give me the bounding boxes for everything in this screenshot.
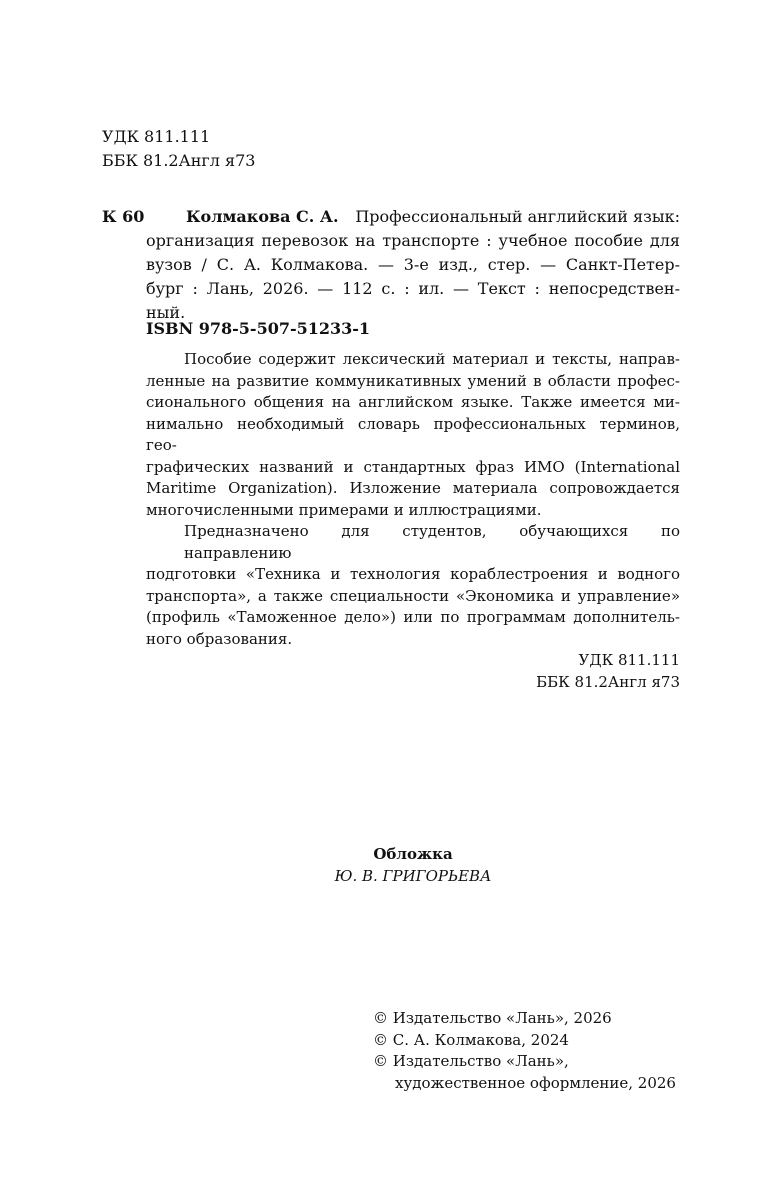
entry-line-2: организация перевозок на транспорте : учебное пособие для [146, 231, 680, 250]
entry-line-3: вузов / С. А. Колмакова. — 3-е изд., стер. — Санкт-Петер- [146, 255, 680, 274]
abstract-paragraph-1 [146, 349, 680, 521]
abstract-p1-line-6: Maritime Organization). Изложение материала сопровождается [146, 479, 680, 497]
copyright-line-2: © С. А. Колмакова, 2024 [373, 1030, 569, 1049]
abstract-p1-line-4: нимально необходимый словарь профессиональных терминов, гео- [146, 414, 680, 454]
abstract-p1-line-3: сионального общения на английском языке. Также имеется ми- [146, 393, 680, 411]
entry-line-4: бург : Лань, 2026. — 112 с. : ил. — Текст : непосредствен- [146, 279, 680, 298]
abstract-p2-line-1: Предназначено для студентов, обучающихся по направлению [184, 522, 680, 562]
header-bbk: ББК 81.2Англ я73 [102, 151, 256, 170]
abstract-p1-line-2: ленные на развитие коммуникативных умений в области профес- [146, 371, 680, 390]
abstract-p1-line-1: Пособие содержит лексический материал и тексты, направ- [184, 350, 680, 368]
entry-line-5: ный. [146, 303, 186, 322]
header-classification [102, 125, 255, 173]
abstract-paragraph-2 [146, 521, 680, 650]
abstract-p2-line-3: транспорта», а также специальности «Экономика и управление» [146, 586, 680, 605]
cover-label: Обложка [373, 845, 453, 863]
entry-line-1 [186, 205, 680, 229]
entry-author: Колмакова С. А. [186, 207, 339, 226]
isbn-text: ISBN 978-5-507-51233-1 [146, 319, 371, 338]
cover-credits [146, 844, 680, 887]
copyright-line-1: © Издательство «Лань», 2026 [373, 1009, 612, 1027]
copyright-line-3: © Издательство «Лань», [373, 1052, 569, 1070]
isbn [146, 317, 370, 341]
catalog-code-text: К 60 [102, 207, 145, 226]
cover-designer: Ю. В. ГРИГОРЬЕВА [334, 866, 492, 885]
abstract-p2-line-5: ного образования. [146, 629, 293, 648]
catalog-entry-body [146, 229, 680, 325]
abstract-udk: УДК 811.111 [578, 651, 680, 669]
abstract-bbk: ББК 81.2Англ я73 [536, 672, 680, 691]
abstract-p1-line-5: графических названий и стандартных фраз ИМО (International [146, 457, 680, 476]
catalog-entry [186, 205, 680, 229]
entry-title: Профессиональный английский язык: [355, 207, 680, 226]
abstract-p2-line-2: подготовки «Техника и технология кораблестроения и водного [146, 565, 680, 583]
catalog-code [102, 205, 144, 229]
abstract-p1-line-7: многочисленными примерами и иллюстрациями. [146, 500, 542, 519]
copyright-line-4: художественное оформление, 2026 [395, 1073, 676, 1092]
copyright-block [373, 1008, 680, 1094]
abstract-p2-line-4: (профиль «Таможенное дело») или по программам дополнитель- [146, 608, 680, 626]
header-udk: УДК 811.111 [102, 127, 211, 146]
abstract [146, 349, 680, 693]
